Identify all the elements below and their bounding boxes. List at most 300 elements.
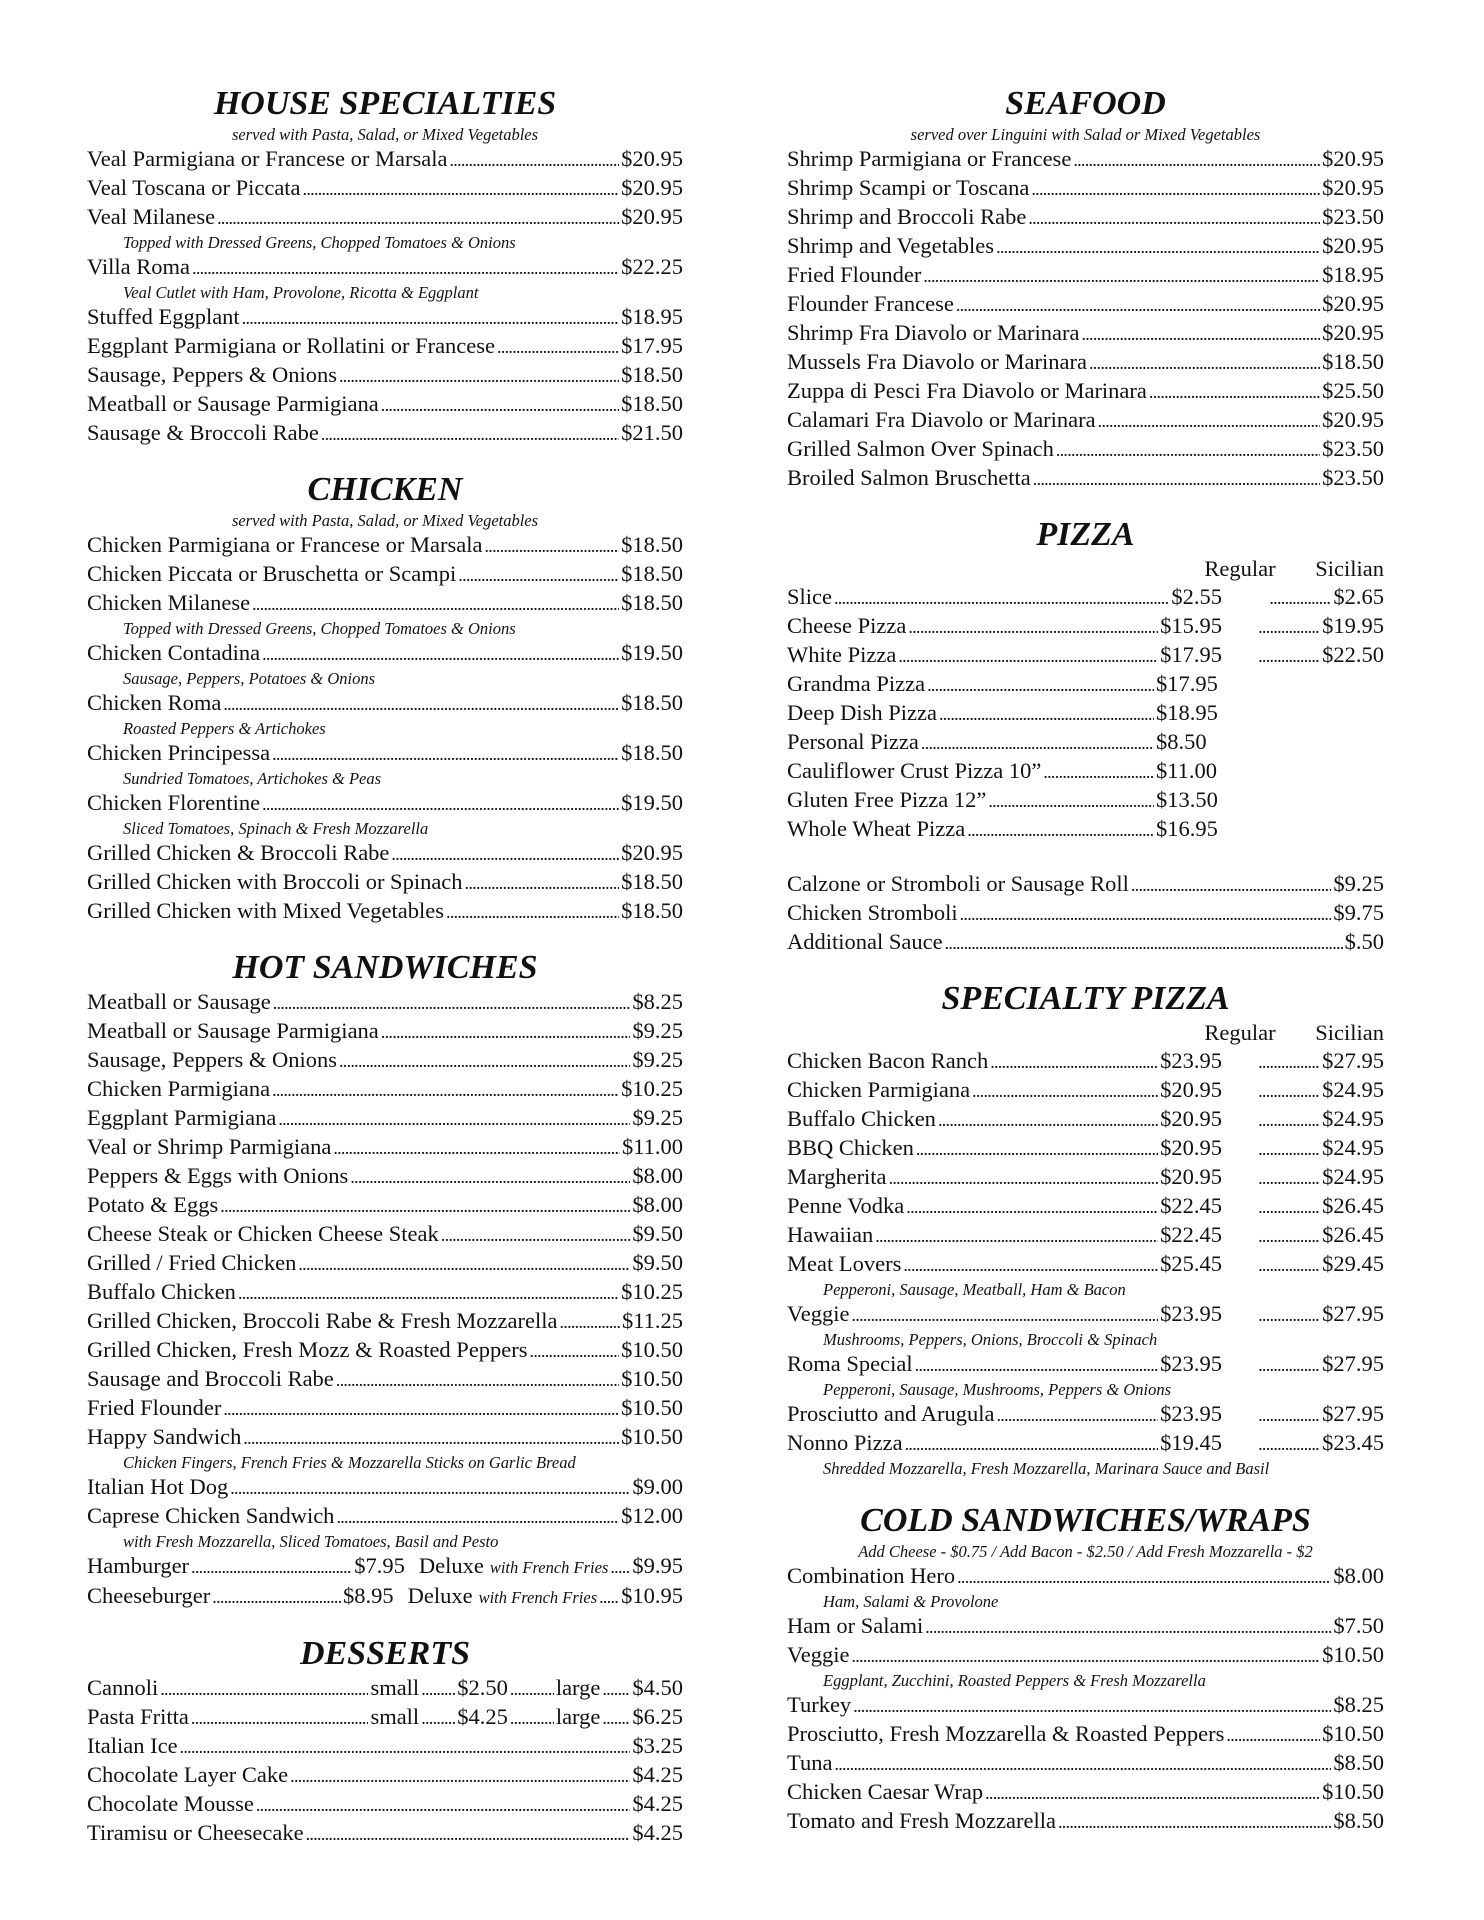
dot-leader	[972, 1076, 1158, 1105]
pizza-item	[787, 1250, 1384, 1279]
item-name: Sausage & Broccoli Rabe	[87, 420, 319, 445]
menu-item	[787, 870, 1384, 899]
item-price: $17.95	[621, 333, 683, 358]
dot-leader	[180, 1732, 631, 1761]
item-name: Fried Flounder	[87, 1395, 222, 1420]
dot-leader	[1258, 1350, 1320, 1379]
dot-leader	[1089, 348, 1320, 377]
item-price: $8.50	[1333, 1750, 1384, 1775]
item-name: Combination Hero	[787, 1563, 956, 1588]
item-price: $18.50	[621, 690, 683, 715]
dot-leader	[465, 868, 620, 897]
dot-leader	[485, 531, 620, 560]
desserts-section	[87, 1634, 683, 1848]
item-name: Buffalo Chicken	[87, 1279, 236, 1304]
item-name: Italian Hot Dog	[87, 1474, 229, 1499]
pizza-item	[787, 1105, 1384, 1134]
small-price: $4.25	[457, 1704, 508, 1729]
item-price: $23.50	[1322, 465, 1384, 490]
dot-leader	[1258, 1250, 1320, 1279]
regular-price: $20.95	[1160, 1164, 1222, 1189]
item-name: Pasta Fritta	[87, 1704, 189, 1729]
dot-leader	[957, 1562, 1331, 1591]
item-price: $18.95	[621, 304, 683, 329]
dot-leader	[559, 1307, 619, 1336]
menu-item	[87, 419, 683, 448]
item-name: Zuppa di Pesci Fra Diavolo or Marinara	[787, 378, 1147, 403]
dot-leader	[1258, 1221, 1320, 1250]
pizza-item	[787, 815, 1384, 844]
item-name: Grilled / Fried Chicken	[87, 1250, 297, 1275]
item-name: Grilled Chicken, Fresh Mozz & Roasted Peppers	[87, 1337, 528, 1362]
pizza-item	[787, 1429, 1384, 1458]
item-price: $18.50	[621, 561, 683, 586]
dot-leader	[938, 1105, 1158, 1134]
menu-item	[87, 560, 683, 589]
item-price: $4.25	[632, 1791, 683, 1816]
dot-leader	[990, 1047, 1158, 1076]
item-name: Chocolate Layer Cake	[87, 1762, 289, 1787]
dot-leader	[851, 1641, 1320, 1670]
menu-item	[87, 1423, 683, 1452]
item-price: $8.00	[632, 1192, 683, 1217]
dot-leader	[272, 1075, 619, 1104]
regular-price: $17.95	[1156, 671, 1218, 696]
item-name: Veal Parmigiana or Francese or Marsala	[87, 146, 448, 171]
item-name: Calamari Fra Diavolo or Marinara	[787, 407, 1096, 432]
menu-item	[787, 406, 1384, 435]
small-label: small	[370, 1675, 420, 1700]
item-description: Pepperoni, Sausage, Mushrooms, Peppers & Onions	[823, 1380, 1171, 1399]
item-price: $18.50	[621, 898, 683, 923]
dot-leader	[599, 1582, 619, 1611]
menu-item	[87, 174, 683, 203]
item-name: Caprese Chicken Sandwich	[87, 1503, 335, 1528]
deluxe-price: $10.95	[621, 1583, 683, 1608]
burger-item	[87, 1582, 683, 1612]
item-name: Meat Lovers	[787, 1251, 902, 1276]
item-name: Veggie	[787, 1301, 850, 1326]
item-price: $20.95	[1322, 407, 1384, 432]
dot-leader	[333, 1133, 620, 1162]
menu-item	[787, 1691, 1384, 1720]
dot-leader	[1131, 870, 1332, 899]
item-name: Mussels Fra Diavolo or Marinara	[787, 349, 1087, 374]
menu-item	[787, 145, 1384, 174]
item-name: Sausage, Peppers & Onions	[87, 1047, 337, 1072]
menu-item	[87, 1365, 683, 1394]
sicilian-price: $27.95	[1322, 1401, 1384, 1426]
item-price: $20.95	[621, 175, 683, 200]
menu-item	[787, 1807, 1384, 1836]
menu-item	[787, 1562, 1384, 1591]
pizza-item	[787, 1047, 1384, 1076]
regular-price: $23.95	[1160, 1301, 1222, 1326]
item-price: $18.50	[1322, 349, 1384, 374]
pizza-item	[787, 1221, 1384, 1250]
dot-leader	[923, 261, 1320, 290]
item-name: Roma Special	[787, 1351, 913, 1376]
item-name: Chicken Piccata or Bruschetta or Scampi	[87, 561, 457, 586]
item-name: Eggplant Parmigiana	[87, 1105, 277, 1130]
dot-leader	[967, 815, 1154, 844]
item-name: Cauliflower Crust Pizza 10”	[787, 758, 1042, 783]
sicilian-header: Sicilian	[1315, 1020, 1384, 1045]
dot-leader	[510, 1703, 554, 1732]
item-name: Shrimp Fra Diavolo or Marinara	[787, 320, 1080, 345]
dot-leader	[939, 699, 1154, 728]
dot-leader	[290, 1761, 630, 1790]
regular-price: $20.95	[1160, 1106, 1222, 1131]
pizza-item	[787, 757, 1384, 786]
dot-leader	[1258, 1076, 1320, 1105]
menu-item	[787, 1778, 1384, 1807]
sicilian-price: $19.95	[1322, 613, 1384, 638]
dot-leader	[921, 728, 1154, 757]
pizza-item	[787, 1163, 1384, 1192]
deluxe-price: $9.95	[632, 1553, 683, 1578]
item-name: Hawaiian	[787, 1222, 874, 1247]
menu-item	[87, 303, 683, 332]
dot-leader	[985, 1778, 1320, 1807]
item-price: $9.25	[632, 1047, 683, 1072]
menu-item	[87, 1790, 683, 1819]
menu-item	[87, 1819, 683, 1848]
dot-leader	[1031, 174, 1320, 203]
menu-item	[87, 1732, 683, 1761]
burger-item	[87, 1552, 683, 1582]
dessert-item	[87, 1703, 683, 1732]
item-price: $20.95	[1322, 175, 1384, 200]
item-name: Cheese Pizza	[787, 613, 907, 638]
section-title: PIZZA	[1036, 516, 1135, 553]
pizza-item	[787, 1400, 1384, 1429]
item-price: $9.50	[632, 1221, 683, 1246]
dot-leader	[510, 1674, 554, 1703]
item-price: $9.50	[632, 1250, 683, 1275]
menu-item	[87, 868, 683, 897]
item-price: $18.50	[621, 740, 683, 765]
sicilian-price: $27.95	[1322, 1351, 1384, 1376]
dot-leader	[602, 1703, 630, 1732]
item-price: $4.25	[632, 1820, 683, 1845]
dot-leader	[1043, 757, 1154, 786]
dot-leader	[1258, 1192, 1320, 1221]
dot-leader	[927, 670, 1154, 699]
pizza-section	[787, 515, 1384, 957]
menu-list	[87, 531, 683, 926]
dot-leader	[339, 361, 619, 390]
item-price: $8.25	[1333, 1692, 1384, 1717]
menu-item	[787, 203, 1384, 232]
item-name: Grilled Chicken & Broccoli Rabe	[87, 840, 390, 865]
sicilian-price: $29.45	[1322, 1251, 1384, 1276]
item-price: $8.00	[632, 1163, 683, 1188]
menu-item	[87, 689, 683, 718]
menu-item	[787, 1720, 1384, 1749]
menu-item	[787, 1749, 1384, 1778]
dot-leader	[834, 1749, 1331, 1778]
dot-leader	[996, 1400, 1158, 1429]
menu-item	[87, 145, 683, 174]
pizza-item	[787, 583, 1384, 612]
item-name: Chicken Stromboli	[787, 900, 958, 925]
pizza-item	[787, 1192, 1384, 1221]
item-name: Margherita	[787, 1164, 887, 1189]
dot-leader	[421, 1703, 455, 1732]
item-name: Veal Toscana or Piccata	[87, 175, 301, 200]
menu-item	[787, 290, 1384, 319]
item-name: Veggie	[787, 1642, 850, 1667]
item-name: Sausage, Peppers & Onions	[87, 362, 337, 387]
house-specialties-section	[87, 84, 683, 448]
menu-item	[87, 1394, 683, 1423]
item-name: Cannoli	[87, 1675, 159, 1700]
item-description: Sausage, Peppers, Potatoes & Onions	[123, 669, 376, 688]
item-name: Chicken Contadina	[87, 640, 261, 665]
item-price: $21.50	[621, 420, 683, 445]
dot-leader	[458, 560, 619, 589]
dot-leader	[256, 1790, 631, 1819]
item-price: $18.50	[621, 391, 683, 416]
menu-item	[787, 435, 1384, 464]
dot-leader	[192, 253, 619, 282]
item-price: $10.25	[621, 1076, 683, 1101]
dot-leader	[262, 639, 619, 668]
item-price: $20.95	[621, 840, 683, 865]
dot-leader	[945, 928, 1343, 957]
item-name: Grilled Chicken with Broccoli or Spinach	[87, 869, 463, 894]
dot-leader	[875, 1221, 1158, 1250]
menu-item	[87, 639, 683, 668]
extras-list	[787, 870, 1384, 957]
dot-leader	[956, 290, 1320, 319]
item-price: $8.50	[1333, 1808, 1384, 1833]
menu-item	[87, 531, 683, 560]
hot-sandwiches-section	[87, 948, 683, 1612]
item-price: $10.50	[1322, 1642, 1384, 1667]
item-description: Chicken Fingers, French Fries & Mozzarella Sticks on Garlic Bread	[123, 1453, 576, 1472]
sicilian-price: $23.45	[1322, 1430, 1384, 1455]
menu-item	[87, 839, 683, 868]
item-price: $23.50	[1322, 204, 1384, 229]
item-name: White Pizza	[787, 642, 897, 667]
menu-item	[87, 1046, 683, 1075]
seafood-section	[787, 84, 1384, 493]
large-price: $6.25	[632, 1704, 683, 1729]
regular-header: Regular	[1204, 1020, 1276, 1045]
item-price: $23.50	[1322, 436, 1384, 461]
pizza-item	[787, 612, 1384, 641]
regular-price: $19.45	[1160, 1430, 1222, 1455]
item-name: Grilled Chicken with Mixed Vegetables	[87, 898, 445, 923]
dot-leader	[306, 1819, 631, 1848]
dot-leader	[273, 988, 631, 1017]
dot-leader	[446, 897, 619, 926]
dot-leader	[350, 1162, 630, 1191]
dot-leader	[298, 1249, 630, 1278]
dot-leader	[1258, 1429, 1320, 1458]
dot-leader	[925, 1612, 1331, 1641]
column-headers	[787, 555, 1384, 583]
menu-item	[87, 789, 683, 818]
item-price: $19.50	[621, 790, 683, 815]
regular-price: $20.95	[1160, 1135, 1222, 1160]
item-price: $11.00	[621, 1134, 683, 1159]
item-price: $8.00	[1333, 1563, 1384, 1588]
item-name: Deep Dish Pizza	[787, 700, 937, 725]
regular-price: $15.95	[1160, 613, 1222, 638]
dot-leader	[191, 1552, 352, 1581]
regular-price: $22.45	[1160, 1193, 1222, 1218]
item-price: $7.50	[1333, 1613, 1384, 1638]
section-title: SEAFOOD	[1005, 85, 1166, 122]
item-name: Chicken Roma	[87, 690, 222, 715]
menu-item	[787, 928, 1384, 957]
dot-leader	[242, 303, 619, 332]
dot-leader	[905, 1429, 1159, 1458]
regular-price: $8.50	[1156, 729, 1207, 754]
chicken-section	[87, 470, 683, 926]
item-name: Chicken Florentine	[87, 790, 261, 815]
item-price: $.50	[1344, 929, 1384, 954]
item-name: Whole Wheat Pizza	[787, 816, 966, 841]
menu-list	[87, 145, 683, 448]
sicilian-price: $24.95	[1322, 1077, 1384, 1102]
item-price: $8.95	[342, 1583, 394, 1608]
menu-item	[787, 899, 1384, 928]
item-price: $11.25	[621, 1308, 683, 1333]
item-name: Grilled Salmon Over Spinach	[787, 436, 1054, 461]
item-price: $18.50	[621, 532, 683, 557]
menu-item	[87, 1104, 683, 1133]
dot-leader	[223, 689, 619, 718]
item-name: Shrimp and Broccoli Rabe	[787, 204, 1027, 229]
item-price: $9.25	[1333, 871, 1384, 896]
dot-leader	[262, 789, 619, 818]
regular-price: $20.95	[1160, 1077, 1222, 1102]
small-price: $2.50	[457, 1675, 508, 1700]
dot-leader	[903, 1250, 1158, 1279]
dot-leader	[217, 203, 619, 232]
item-price: $22.25	[621, 254, 683, 279]
pizza-item	[787, 1300, 1384, 1329]
deluxe-note: with French Fries	[489, 1558, 609, 1577]
dot-leader	[1058, 1807, 1331, 1836]
large-price: $4.50	[632, 1675, 683, 1700]
dot-leader	[336, 1365, 619, 1394]
item-name: Chocolate Mousse	[87, 1791, 254, 1816]
burger-list	[87, 1552, 683, 1612]
regular-price: $18.95	[1156, 700, 1218, 725]
item-name: Ham or Salami	[787, 1613, 924, 1638]
dot-leader	[1258, 612, 1320, 641]
sicilian-price: $27.95	[1322, 1301, 1384, 1326]
dessert-item	[87, 1674, 683, 1703]
dot-leader	[381, 390, 619, 419]
menu-item	[87, 1502, 683, 1531]
item-price: $19.50	[621, 640, 683, 665]
dot-leader	[1149, 377, 1320, 406]
item-price: $20.95	[1322, 233, 1384, 258]
regular-price: $22.45	[1160, 1222, 1222, 1247]
column-headers	[787, 1019, 1384, 1047]
dot-leader	[1258, 1134, 1320, 1163]
specialty-list	[787, 1047, 1384, 1479]
item-name: Tiramisu or Cheesecake	[87, 1820, 304, 1845]
menu-item	[87, 739, 683, 768]
item-description: Eggplant, Zucchini, Roasted Peppers & Fresh Mozzarella	[823, 1671, 1206, 1690]
item-name: Veal Milanese	[87, 204, 216, 229]
dot-leader	[1258, 1105, 1320, 1134]
menu-item	[87, 1075, 683, 1104]
pizza-item	[787, 670, 1384, 699]
menu-item	[787, 319, 1384, 348]
dot-leader	[1073, 145, 1320, 174]
menu-item	[87, 390, 683, 419]
regular-price: $2.55	[1171, 584, 1222, 609]
cold-sandwiches-section	[787, 1501, 1384, 1836]
dot-leader	[303, 174, 620, 203]
item-description: Roasted Peppers & Artichokes	[123, 719, 326, 738]
dot-leader	[212, 1582, 341, 1611]
dot-leader	[834, 583, 1169, 612]
dot-leader	[220, 1191, 630, 1220]
regular-price: $23.95	[1160, 1048, 1222, 1073]
item-name: Happy Sandwich	[87, 1424, 242, 1449]
item-price: $18.50	[621, 869, 683, 894]
item-price: $12.00	[621, 1503, 683, 1528]
dot-leader	[243, 1423, 619, 1452]
item-name: Chicken Parmigiana	[787, 1077, 971, 1102]
menu-item	[87, 1307, 683, 1336]
sicilian-price: $2.65	[1333, 584, 1384, 609]
item-description: Sundried Tomatoes, Artichokes & Peas	[123, 769, 382, 788]
large-label: large	[555, 1675, 601, 1700]
item-name: Chicken Parmigiana	[87, 1076, 271, 1101]
item-name: Tomato and Fresh Mozzarella	[787, 1808, 1056, 1833]
regular-price: $25.45	[1160, 1251, 1222, 1276]
dot-leader	[915, 1350, 1159, 1379]
dot-leader	[391, 839, 619, 868]
dot-leader	[1258, 1163, 1320, 1192]
dot-leader	[421, 1674, 455, 1703]
dot-leader	[889, 1163, 1159, 1192]
item-price: $10.50	[621, 1366, 683, 1391]
item-name: Flounder Francese	[787, 291, 954, 316]
item-description: Topped with Dressed Greens, Chopped Tomatoes & Onions	[123, 233, 516, 252]
dot-leader	[252, 589, 619, 618]
pizza-list	[787, 583, 1384, 844]
item-name: Gluten Free Pizza 12”	[787, 787, 987, 812]
regular-price: $16.95	[1156, 816, 1218, 841]
item-price: $9.25	[632, 1105, 683, 1130]
item-name: Shrimp and Vegetables	[787, 233, 995, 258]
item-name: Cheeseburger	[87, 1583, 211, 1608]
item-description: Ham, Salami & Provolone	[823, 1592, 999, 1611]
item-name: Personal Pizza	[787, 729, 919, 754]
item-name: Potato & Eggs	[87, 1192, 219, 1217]
sized-dessert-list	[87, 1674, 683, 1732]
section-note: Add Cheese - $0.75 / Add Bacon - $2.50 / Add Fresh Mozzarella - $2	[858, 1542, 1313, 1561]
item-name: Calzone or Stromboli or Sausage Roll	[787, 871, 1129, 896]
menu-list	[787, 1562, 1384, 1836]
dot-leader	[602, 1674, 630, 1703]
regular-price: $13.50	[1156, 787, 1218, 812]
dot-leader	[1033, 464, 1320, 493]
regular-price: $23.95	[1160, 1351, 1222, 1376]
item-name: Hamburger	[87, 1553, 190, 1578]
